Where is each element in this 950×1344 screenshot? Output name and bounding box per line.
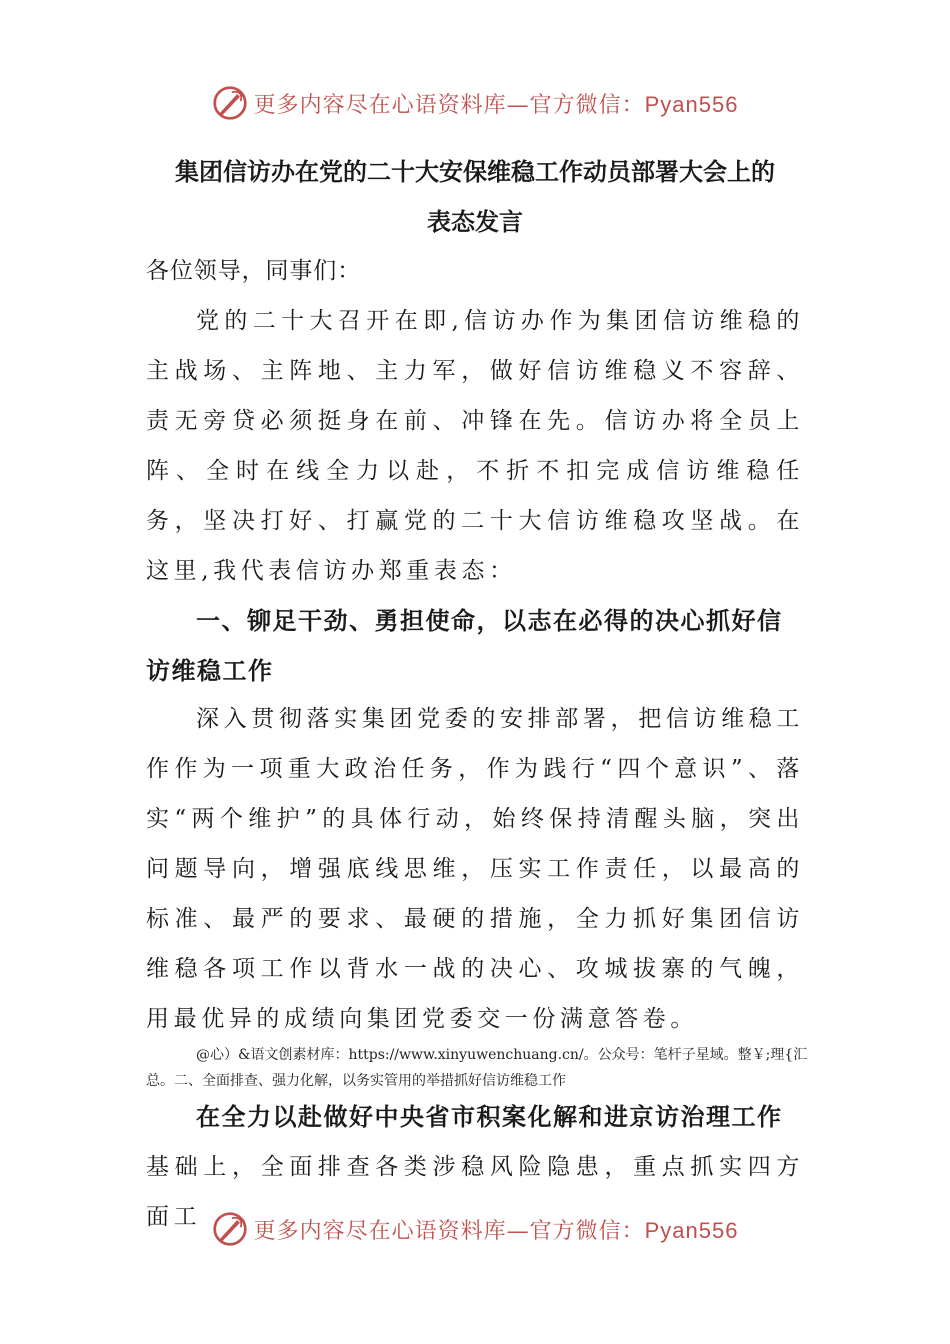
banner-wechat-id: Pyan556 (644, 1217, 739, 1243)
header-banner (0, 80, 950, 126)
banner-wechat-id: Pyan556 (644, 91, 739, 117)
salutation: 各位领导，同事们： (146, 258, 362, 284)
quill-logo-icon (212, 85, 248, 121)
quill-logo-icon (212, 1211, 248, 1247)
document-title-line1: 集团信访办在党的二十大安保维稳工作动员部署大会上的 (175, 158, 775, 186)
section1-paragraph: 深入贯彻落实集团党委的安排部署，把信访维稳工作作为一项重大政治任务，作为践行“四个意识”、落实“两个维护”的具体行动，始终保持清醒头脑，突出问题导向，增强底线思维，压实工作责任，以最高的标准、最严的要求、最硬的措施，全力抓好集团信访维稳各项工作以背水一战的决心、攻城拔寨的气魄，用最优异的成绩向集团党委交一份满意答卷。 (146, 706, 804, 1032)
intro-paragraph: 党的二十大召开在即,信访办作为集团信访维稳的主战场、主阵地、主力军，做好信访维稳义不容辞、责无旁贷必须挺身在前、冲锋在先。信访办将全员上阵、全时在线全力以赴，不折不扣完成信访维稳任务，坚决打好、打赢党的二十大信访维稳攻坚战。在这里,我代表信访办郑重表态： (146, 308, 804, 584)
footer-banner (0, 1206, 950, 1252)
section2-paragraph: 基础上，全面排查各类涉稳风险隐患，重点抓实四方面工 (146, 1154, 804, 1230)
document-title-line2: 表态发言 (427, 208, 523, 236)
section2-lead: 在全力以赴做好中央省市积案化解和进京访治理工作 (196, 1103, 783, 1131)
section1-heading: 一、铆足干劲、勇担使命，以志在必得的决心抓好信访维稳工作 (146, 607, 783, 685)
source-note: @心）&语文创素材库：https://www.xinyuwenchuang.cn/。公众号：笔杆子星域。整￥;理{汇总。二、全面排查、强力化解，以务实管用的举措抓好信访维稳工作 (146, 1047, 808, 1089)
banner-text: 更多内容尽在心语资料库—官方微信：Pyan556 (253, 1217, 739, 1244)
banner-text: 更多内容尽在心语资料库—官方微信：Pyan556 (253, 91, 739, 118)
